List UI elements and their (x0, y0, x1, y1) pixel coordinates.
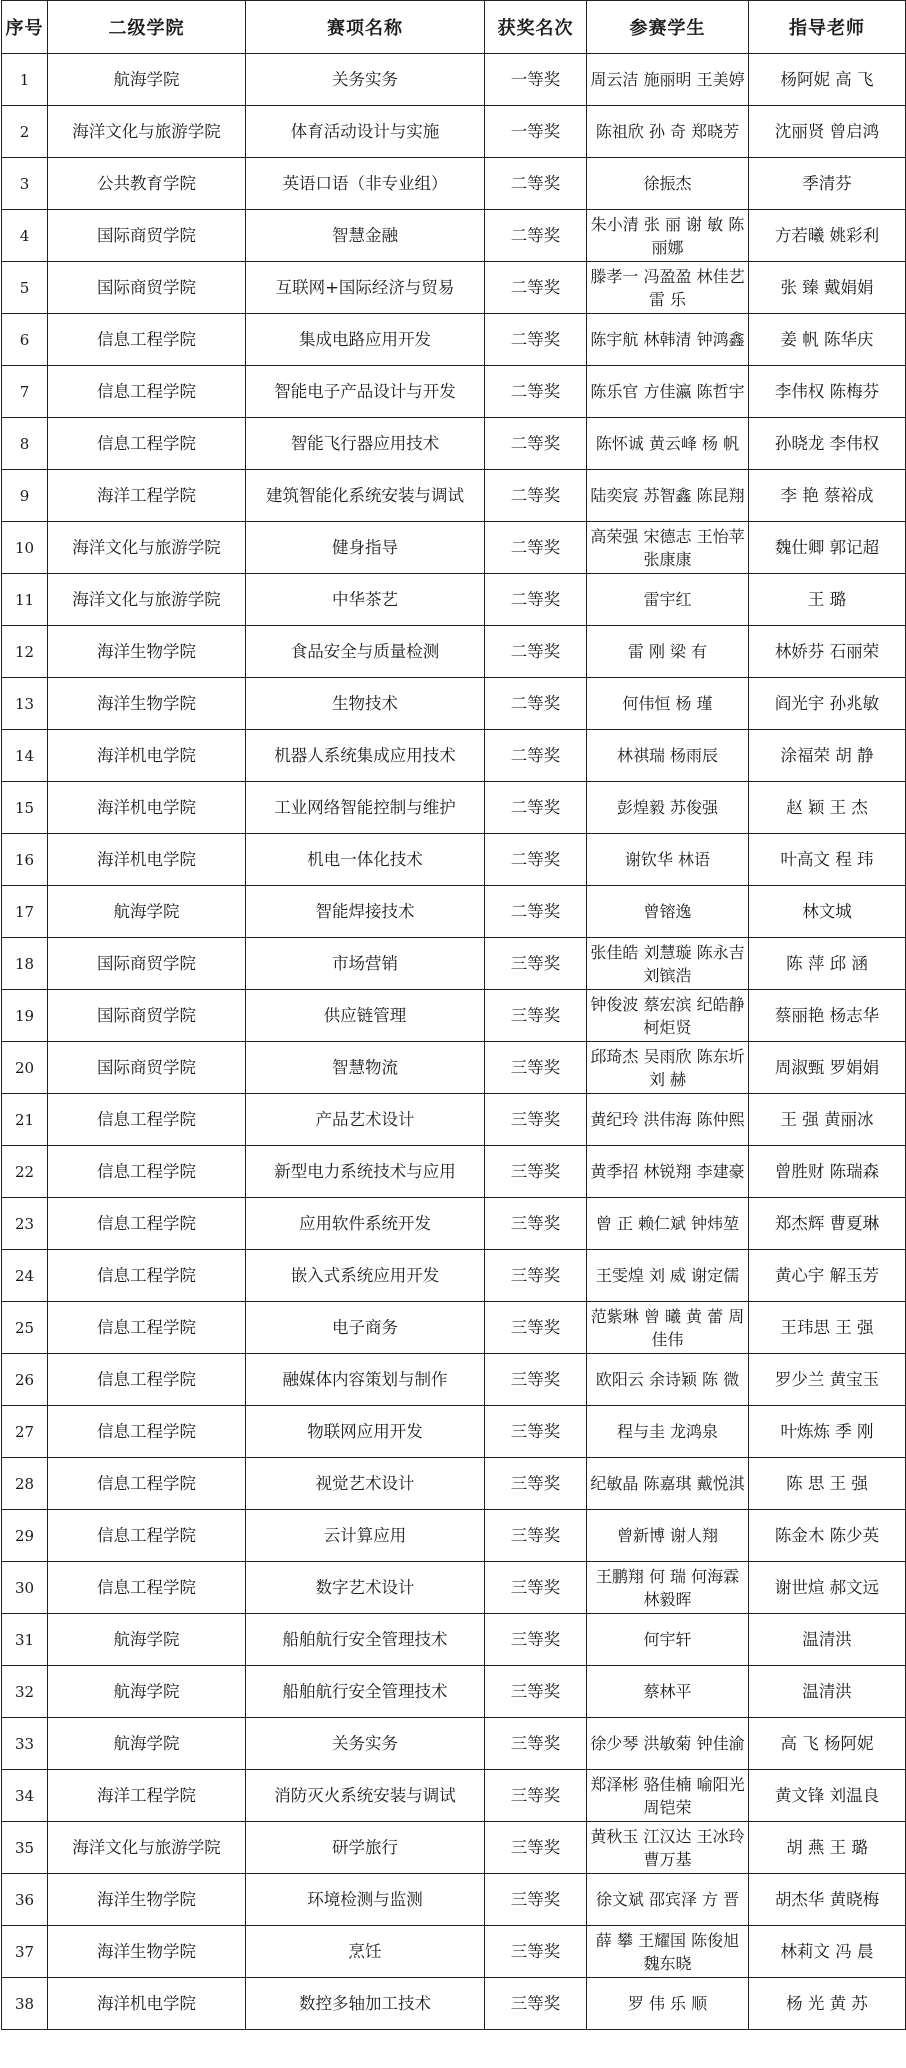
cell-teachers: 谢世煊 郝文远 (749, 1562, 906, 1614)
cell-college: 海洋文化与旅游学院 (48, 106, 246, 158)
cell-teachers: 陈 思 王 强 (749, 1458, 906, 1510)
cell-event-name: 食品安全与质量检测 (246, 626, 485, 678)
cell-event-name: 产品艺术设计 (246, 1094, 485, 1146)
header-serial-number: 序号 (2, 1, 48, 54)
cell-teachers: 叶炼炼 季 刚 (749, 1406, 906, 1458)
cell-award-rank: 三等奖 (485, 1978, 587, 2030)
cell-award-rank: 二等奖 (485, 158, 587, 210)
cell-students: 彭煌毅 苏俊强 (587, 782, 749, 834)
cell-serial-number: 17 (2, 886, 48, 938)
cell-award-rank: 三等奖 (485, 1926, 587, 1978)
cell-serial-number: 4 (2, 210, 48, 262)
cell-students: 曾 正 赖仁斌 钟炜堃 (587, 1198, 749, 1250)
cell-college: 信息工程学院 (48, 1250, 246, 1302)
table-row (2, 1510, 906, 1562)
table-row (2, 1874, 906, 1926)
cell-serial-number: 35 (2, 1822, 48, 1874)
table-row (2, 1146, 906, 1198)
cell-students: 邱琦杰 吴雨欣 陈东圻 刘 赫 (587, 1042, 749, 1094)
cell-college: 航海学院 (48, 54, 246, 106)
cell-students: 何宇轩 (587, 1614, 749, 1666)
cell-award-rank: 二等奖 (485, 470, 587, 522)
cell-award-rank: 二等奖 (485, 678, 587, 730)
header-award-rank: 获奖名次 (485, 1, 587, 54)
cell-college: 信息工程学院 (48, 1562, 246, 1614)
table-row (2, 1666, 906, 1718)
cell-event-name: 工业网络智能控制与维护 (246, 782, 485, 834)
cell-college: 海洋机电学院 (48, 1978, 246, 2030)
cell-serial-number: 10 (2, 522, 48, 574)
cell-serial-number: 6 (2, 314, 48, 366)
cell-college: 信息工程学院 (48, 366, 246, 418)
cell-event-name: 电子商务 (246, 1302, 485, 1354)
cell-teachers: 曾胜财 陈瑞森 (749, 1146, 906, 1198)
cell-students: 陈宇航 林韩清 钟鸿鑫 (587, 314, 749, 366)
cell-serial-number: 16 (2, 834, 48, 886)
cell-college: 海洋工程学院 (48, 470, 246, 522)
table-row (2, 990, 906, 1042)
cell-college: 海洋生物学院 (48, 678, 246, 730)
cell-award-rank: 二等奖 (485, 210, 587, 262)
cell-event-name: 智能焊接技术 (246, 886, 485, 938)
table-row (2, 1042, 906, 1094)
cell-college: 信息工程学院 (48, 1354, 246, 1406)
cell-students: 陈祖欣 孙 奇 郑晓芳 (587, 106, 749, 158)
cell-college: 信息工程学院 (48, 314, 246, 366)
cell-event-name: 船舶航行安全管理技术 (246, 1614, 485, 1666)
cell-event-name: 物联网应用开发 (246, 1406, 485, 1458)
cell-serial-number: 27 (2, 1406, 48, 1458)
cell-students: 程与圭 龙鸿泉 (587, 1406, 749, 1458)
cell-college: 航海学院 (48, 886, 246, 938)
cell-event-name: 中华茶艺 (246, 574, 485, 626)
cell-award-rank: 三等奖 (485, 1354, 587, 1406)
cell-college: 信息工程学院 (48, 418, 246, 470)
cell-award-rank: 三等奖 (485, 1198, 587, 1250)
cell-teachers: 林文城 (749, 886, 906, 938)
cell-students: 黄纪玲 洪伟海 陈仲熙 (587, 1094, 749, 1146)
cell-students: 王鹏翔 何 瑞 何海霖 林毅晖 (587, 1562, 749, 1614)
table-row (2, 158, 906, 210)
cell-college: 航海学院 (48, 1666, 246, 1718)
cell-teachers: 李 艳 蔡裕成 (749, 470, 906, 522)
table-row (2, 1406, 906, 1458)
cell-teachers: 季清芬 (749, 158, 906, 210)
table-row (2, 886, 906, 938)
cell-award-rank: 三等奖 (485, 938, 587, 990)
table-row (2, 1978, 906, 2030)
cell-students: 曾新博 谢人翔 (587, 1510, 749, 1562)
cell-event-name: 烹饪 (246, 1926, 485, 1978)
cell-event-name: 机器人系统集成应用技术 (246, 730, 485, 782)
table-row (2, 938, 906, 990)
cell-serial-number: 1 (2, 54, 48, 106)
cell-serial-number: 30 (2, 1562, 48, 1614)
cell-teachers: 涂福荣 胡 静 (749, 730, 906, 782)
cell-event-name: 智能飞行器应用技术 (246, 418, 485, 470)
table-row (2, 782, 906, 834)
cell-college: 海洋文化与旅游学院 (48, 522, 246, 574)
cell-students: 纪敏晶 陈嘉琪 戴悦淇 (587, 1458, 749, 1510)
cell-serial-number: 15 (2, 782, 48, 834)
cell-event-name: 供应链管理 (246, 990, 485, 1042)
cell-students: 钟俊波 蔡宏滨 纪皓静 柯炬贤 (587, 990, 749, 1042)
cell-teachers: 叶高文 程 玮 (749, 834, 906, 886)
cell-event-name: 智能电子产品设计与开发 (246, 366, 485, 418)
cell-teachers: 胡 燕 王 璐 (749, 1822, 906, 1874)
cell-award-rank: 三等奖 (485, 1770, 587, 1822)
cell-college: 海洋生物学院 (48, 626, 246, 678)
cell-teachers: 姜 帆 陈华庆 (749, 314, 906, 366)
cell-teachers: 王玮思 王 强 (749, 1302, 906, 1354)
cell-serial-number: 14 (2, 730, 48, 782)
cell-students: 何伟恒 杨 瑾 (587, 678, 749, 730)
header-students: 参赛学生 (587, 1, 749, 54)
cell-students: 徐少琴 洪敏菊 钟佳渝 (587, 1718, 749, 1770)
cell-students: 周云洁 施丽明 王美婷 (587, 54, 749, 106)
cell-event-name: 互联网+国际经济与贸易 (246, 262, 485, 314)
cell-event-name: 集成电路应用开发 (246, 314, 485, 366)
cell-award-rank: 二等奖 (485, 626, 587, 678)
header-teachers: 指导老师 (749, 1, 906, 54)
cell-students: 林祺瑞 杨雨辰 (587, 730, 749, 782)
cell-teachers: 郑杰辉 曹夏琳 (749, 1198, 906, 1250)
cell-serial-number: 31 (2, 1614, 48, 1666)
cell-event-name: 英语口语（非专业组） (246, 158, 485, 210)
cell-event-name: 环境检测与监测 (246, 1874, 485, 1926)
table-row (2, 1718, 906, 1770)
cell-college: 海洋文化与旅游学院 (48, 574, 246, 626)
cell-teachers: 杨阿妮 高 飞 (749, 54, 906, 106)
cell-serial-number: 2 (2, 106, 48, 158)
cell-event-name: 视觉艺术设计 (246, 1458, 485, 1510)
cell-event-name: 新型电力系统技术与应用 (246, 1146, 485, 1198)
table-row (2, 366, 906, 418)
cell-award-rank: 二等奖 (485, 730, 587, 782)
cell-award-rank: 三等奖 (485, 1562, 587, 1614)
table-row (2, 1822, 906, 1874)
cell-college: 信息工程学院 (48, 1406, 246, 1458)
cell-award-rank: 三等奖 (485, 1146, 587, 1198)
cell-teachers: 张 臻 戴娟娟 (749, 262, 906, 314)
table-row (2, 54, 906, 106)
cell-college: 信息工程学院 (48, 1094, 246, 1146)
award-table (1, 0, 906, 2030)
cell-serial-number: 9 (2, 470, 48, 522)
cell-teachers: 胡杰华 黄晓梅 (749, 1874, 906, 1926)
table-row (2, 522, 906, 574)
cell-serial-number: 20 (2, 1042, 48, 1094)
cell-teachers: 孙晓龙 李伟权 (749, 418, 906, 470)
cell-teachers: 王 强 黄丽冰 (749, 1094, 906, 1146)
cell-teachers: 温清洪 (749, 1666, 906, 1718)
cell-college: 国际商贸学院 (48, 990, 246, 1042)
table-row (2, 262, 906, 314)
cell-students: 曾镕逸 (587, 886, 749, 938)
cell-award-rank: 二等奖 (485, 366, 587, 418)
cell-award-rank: 二等奖 (485, 574, 587, 626)
cell-teachers: 温清洪 (749, 1614, 906, 1666)
table-row (2, 1094, 906, 1146)
cell-students: 陈怀诚 黄云峰 杨 帆 (587, 418, 749, 470)
table-row (2, 1198, 906, 1250)
cell-college: 国际商贸学院 (48, 1042, 246, 1094)
cell-serial-number: 32 (2, 1666, 48, 1718)
cell-serial-number: 28 (2, 1458, 48, 1510)
cell-event-name: 关务实务 (246, 54, 485, 106)
cell-serial-number: 21 (2, 1094, 48, 1146)
table-row (2, 1354, 906, 1406)
cell-students: 徐振杰 (587, 158, 749, 210)
cell-serial-number: 19 (2, 990, 48, 1042)
cell-college: 国际商贸学院 (48, 210, 246, 262)
cell-teachers: 沈丽贤 曾启鸿 (749, 106, 906, 158)
cell-college: 信息工程学院 (48, 1458, 246, 1510)
cell-teachers: 高 飞 杨阿妮 (749, 1718, 906, 1770)
cell-award-rank: 三等奖 (485, 1406, 587, 1458)
cell-serial-number: 5 (2, 262, 48, 314)
table-row (2, 1614, 906, 1666)
cell-students: 滕孝一 冯盈盈 林佳艺 雷 乐 (587, 262, 749, 314)
cell-serial-number: 18 (2, 938, 48, 990)
table-row (2, 1302, 906, 1354)
cell-award-rank: 二等奖 (485, 418, 587, 470)
cell-award-rank: 一等奖 (485, 106, 587, 158)
cell-teachers: 王 璐 (749, 574, 906, 626)
cell-serial-number: 34 (2, 1770, 48, 1822)
cell-teachers: 阎光宇 孙兆敏 (749, 678, 906, 730)
cell-teachers: 魏仕卿 郭记超 (749, 522, 906, 574)
header-event-name: 赛项名称 (246, 1, 485, 54)
cell-event-name: 消防灭火系统安装与调试 (246, 1770, 485, 1822)
cell-college: 海洋生物学院 (48, 1874, 246, 1926)
cell-students: 郑泽彬 骆佳楠 喻阳光 周铠荣 (587, 1770, 749, 1822)
cell-award-rank: 二等奖 (485, 522, 587, 574)
cell-serial-number: 12 (2, 626, 48, 678)
cell-college: 海洋机电学院 (48, 730, 246, 782)
cell-serial-number: 7 (2, 366, 48, 418)
table-row (2, 314, 906, 366)
cell-event-name: 应用软件系统开发 (246, 1198, 485, 1250)
table-row (2, 210, 906, 262)
cell-award-rank: 二等奖 (485, 782, 587, 834)
cell-teachers: 杨 光 黄 苏 (749, 1978, 906, 2030)
cell-students: 徐文斌 邵宾泽 方 晋 (587, 1874, 749, 1926)
table-row (2, 834, 906, 886)
cell-event-name: 嵌入式系统应用开发 (246, 1250, 485, 1302)
cell-teachers: 李伟权 陈梅芬 (749, 366, 906, 418)
table-row (2, 1562, 906, 1614)
cell-college: 航海学院 (48, 1614, 246, 1666)
cell-event-name: 研学旅行 (246, 1822, 485, 1874)
cell-event-name: 智慧物流 (246, 1042, 485, 1094)
cell-event-name: 健身指导 (246, 522, 485, 574)
table-header (2, 1, 906, 54)
cell-event-name: 数字艺术设计 (246, 1562, 485, 1614)
table-row (2, 418, 906, 470)
cell-students: 雷 刚 梁 有 (587, 626, 749, 678)
cell-teachers: 蔡丽艳 杨志华 (749, 990, 906, 1042)
cell-award-rank: 三等奖 (485, 1510, 587, 1562)
cell-teachers: 陈金木 陈少英 (749, 1510, 906, 1562)
cell-teachers: 林娇芬 石丽荣 (749, 626, 906, 678)
cell-students: 高荣强 宋德志 王怡苹 张康康 (587, 522, 749, 574)
cell-college: 国际商贸学院 (48, 938, 246, 990)
cell-serial-number: 24 (2, 1250, 48, 1302)
cell-students: 谢钦华 林语 (587, 834, 749, 886)
cell-students: 陆奕宸 苏智鑫 陈昆翔 (587, 470, 749, 522)
cell-award-rank: 三等奖 (485, 1094, 587, 1146)
cell-award-rank: 三等奖 (485, 990, 587, 1042)
cell-students: 蔡林平 (587, 1666, 749, 1718)
cell-college: 信息工程学院 (48, 1302, 246, 1354)
cell-event-name: 体育活动设计与实施 (246, 106, 485, 158)
cell-teachers: 赵 颖 王 杰 (749, 782, 906, 834)
table-row (2, 1770, 906, 1822)
cell-serial-number: 22 (2, 1146, 48, 1198)
cell-students: 陈乐官 方佳瀛 陈哲宇 (587, 366, 749, 418)
cell-award-rank: 二等奖 (485, 262, 587, 314)
cell-award-rank: 一等奖 (485, 54, 587, 106)
cell-college: 海洋工程学院 (48, 1770, 246, 1822)
table-row (2, 106, 906, 158)
cell-students: 罗 伟 乐 顺 (587, 1978, 749, 2030)
cell-serial-number: 38 (2, 1978, 48, 2030)
cell-event-name: 船舶航行安全管理技术 (246, 1666, 485, 1718)
cell-students: 雷宇红 (587, 574, 749, 626)
cell-event-name: 建筑智能化系统安装与调试 (246, 470, 485, 522)
cell-students: 王雯煌 刘 威 谢定儒 (587, 1250, 749, 1302)
cell-college: 航海学院 (48, 1718, 246, 1770)
cell-award-rank: 二等奖 (485, 314, 587, 366)
cell-college: 海洋机电学院 (48, 782, 246, 834)
cell-award-rank: 二等奖 (485, 834, 587, 886)
cell-event-name: 机电一体化技术 (246, 834, 485, 886)
cell-teachers: 方若曦 姚彩利 (749, 210, 906, 262)
cell-students: 黄秋玉 江汉达 王冰玲 曹万基 (587, 1822, 749, 1874)
cell-teachers: 罗少兰 黄宝玉 (749, 1354, 906, 1406)
cell-teachers: 陈 萍 邱 涵 (749, 938, 906, 990)
cell-teachers: 周淑甄 罗娟娟 (749, 1042, 906, 1094)
cell-students: 范紫琳 曾 曦 黄 蕾 周佳伟 (587, 1302, 749, 1354)
cell-serial-number: 36 (2, 1874, 48, 1926)
cell-students: 欧阳云 余诗颖 陈 微 (587, 1354, 749, 1406)
table-row (2, 626, 906, 678)
cell-serial-number: 8 (2, 418, 48, 470)
cell-teachers: 黄文锋 刘温良 (749, 1770, 906, 1822)
cell-serial-number: 37 (2, 1926, 48, 1978)
table-row (2, 1926, 906, 1978)
cell-students: 张佳皓 刘慧璇 陈永吉 刘镔浩 (587, 938, 749, 990)
cell-event-name: 云计算应用 (246, 1510, 485, 1562)
cell-event-name: 智慧金融 (246, 210, 485, 262)
cell-serial-number: 29 (2, 1510, 48, 1562)
cell-serial-number: 33 (2, 1718, 48, 1770)
cell-college: 海洋生物学院 (48, 1926, 246, 1978)
cell-serial-number: 26 (2, 1354, 48, 1406)
cell-award-rank: 三等奖 (485, 1718, 587, 1770)
cell-college: 信息工程学院 (48, 1198, 246, 1250)
cell-event-name: 市场营销 (246, 938, 485, 990)
cell-serial-number: 13 (2, 678, 48, 730)
cell-award-rank: 三等奖 (485, 1666, 587, 1718)
cell-award-rank: 三等奖 (485, 1042, 587, 1094)
cell-award-rank: 二等奖 (485, 886, 587, 938)
cell-award-rank: 三等奖 (485, 1874, 587, 1926)
cell-event-name: 关务实务 (246, 1718, 485, 1770)
cell-award-rank: 三等奖 (485, 1458, 587, 1510)
header-college: 二级学院 (48, 1, 246, 54)
cell-award-rank: 三等奖 (485, 1250, 587, 1302)
table-row (2, 574, 906, 626)
cell-teachers: 黄心宇 解玉芳 (749, 1250, 906, 1302)
cell-college: 海洋文化与旅游学院 (48, 1822, 246, 1874)
cell-event-name: 数控多轴加工技术 (246, 1978, 485, 2030)
table-body (2, 54, 906, 2030)
cell-students: 朱小清 张 丽 谢 敏 陈丽娜 (587, 210, 749, 262)
cell-students: 黄季招 林锐翔 李建豪 (587, 1146, 749, 1198)
cell-event-name: 生物技术 (246, 678, 485, 730)
table-row (2, 678, 906, 730)
cell-award-rank: 三等奖 (485, 1302, 587, 1354)
cell-college: 国际商贸学院 (48, 262, 246, 314)
table-row (2, 1250, 906, 1302)
header-row (2, 1, 906, 54)
cell-teachers: 林莉文 冯 晨 (749, 1926, 906, 1978)
cell-serial-number: 25 (2, 1302, 48, 1354)
cell-college: 海洋机电学院 (48, 834, 246, 886)
cell-college: 公共教育学院 (48, 158, 246, 210)
table-row (2, 1458, 906, 1510)
table-row (2, 730, 906, 782)
cell-award-rank: 三等奖 (485, 1822, 587, 1874)
cell-serial-number: 3 (2, 158, 48, 210)
cell-event-name: 融媒体内容策划与制作 (246, 1354, 485, 1406)
cell-college: 信息工程学院 (48, 1510, 246, 1562)
cell-students: 薛 攀 王耀国 陈俊旭 魏东晓 (587, 1926, 749, 1978)
cell-award-rank: 三等奖 (485, 1614, 587, 1666)
cell-college: 信息工程学院 (48, 1146, 246, 1198)
table-row (2, 470, 906, 522)
cell-serial-number: 23 (2, 1198, 48, 1250)
cell-serial-number: 11 (2, 574, 48, 626)
